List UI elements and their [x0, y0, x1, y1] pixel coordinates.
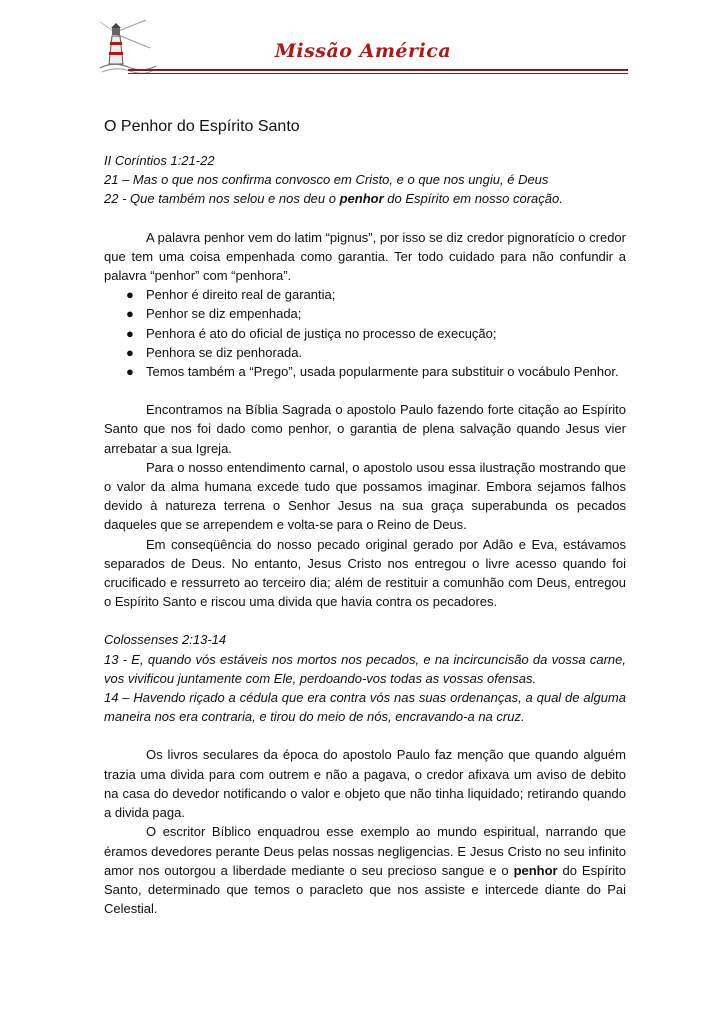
scripture-verse — [104, 189, 626, 208]
verse-text: 22 - Que também nos selou e nos deu o — [104, 191, 340, 207]
paragraph: Em conseqüência do nosso pecado original gerado por Adão e Eva, estávamos separados de Deus. No entanto, Jesus Cristo nos entregou o livre acesso quando foi crucificado e ressurreto ao terceiro dia; além de restituir a comunhão com Deus, entregou o Espírito Santo e riscou uma divida que havia contra os pecadores. — [104, 536, 626, 610]
text-emphasis: penhor — [513, 862, 558, 878]
document-body — [104, 116, 626, 918]
verse-emphasis: penhor — [339, 191, 384, 207]
list-item: ● Penhora é ato do oficial de justiça no processo de execução; — [146, 324, 626, 343]
paragraph: Encontramos na Bíblia Sagrada o apostolo Paulo fazendo forte citação ao Espírito Santo que nos foi dado como penhor, o garantia de plena salvação quando Jesus vier arrebatar a sua Igreja. — [104, 402, 626, 456]
bullet-icon: ● — [126, 287, 134, 303]
brand-title: Missão América — [274, 40, 452, 62]
list-item: ● Temos também a “Prego”, usada popularmente para substituir o vocábulo Penhor. — [146, 362, 626, 381]
bullet-icon: ● — [126, 325, 134, 341]
list-item: ● Penhor é direito real de garantia; — [146, 285, 626, 304]
paragraph: Para o nosso entendimento carnal, o apostolo usou essa ilustração mostrando que o valor da alma humana excede tudo que possamos imaginar. Embora sejamos falhos devido à natureza terrena o Senhor Jesus na sua graça superabunda os pecados daqueles que se arrependem e volta-se para o Reino de Deus. — [104, 459, 626, 533]
paragraph: Os livros seculares da época do apostolo Paulo faz menção que quando alguém trazia uma divida para com outrem e não a pagava, o credor afixava um aviso de debito na casa do devedor notificando o valor e objeto que não tinha liquidado; retirando quando a divida paga. — [104, 747, 626, 821]
bullet-icon: ● — [126, 364, 134, 380]
bullet-icon: ● — [126, 306, 134, 322]
header-rule — [128, 69, 628, 71]
scripture-verse: 14 – Havendo riçado a cédula que era contra vós nas suas ordenanças, a qual de alguma maneira nos era contraria, e tirou do meio de nós, encravando-a na cruz. — [104, 690, 626, 725]
bullet-icon: ● — [126, 344, 134, 360]
scripture-citation: Colossenses 2:13-14 — [104, 632, 227, 648]
list-item: ● Penhor se diz empenhada; — [146, 304, 626, 323]
scripture-citation: II Coríntios 1:21-22 — [104, 153, 215, 168]
bullet-list — [104, 285, 626, 381]
paragraph: O escritor Bíblico enquadrou esse exemplo ao mundo espiritual, narrando que éramos devedores perante Deus pelas nossas negligencias. E Jesus Cristo no seu infinito amor nos outorgou a liberdade mediante o seu precioso sangue e o penhor do Espírito Santo, determinado que temos o paracleto que nos assiste e intercede diante do Pai Celestial. — [104, 824, 626, 917]
paragraph: A palavra penhor vem do latim “pignus”, por isso se diz credor pignoratício o credor que tem uma coisa empenhada como garantia. Ter todo cuidado para não confundir a palavra “penhor” com “penhora”. — [104, 229, 626, 284]
list-item: ● Penhora se diz penhorada. — [146, 343, 626, 362]
scripture-verse: 21 – Mas o que nos confirma convosco em Cristo, e o que nos ungiu, é Deus — [104, 172, 549, 188]
page-title: O Penhor do Espírito Santo — [104, 118, 300, 135]
page-header — [98, 18, 628, 80]
verse-text: do Espírito em nosso coração. — [383, 191, 563, 207]
scripture-verse: 13 - E, quando vós estáveis nos mortos nos pecados, e na incircuncisão da vossa carne, vos vivificou juntamente com Ele, perdoando-vos todas as vossas ofensas. — [104, 651, 626, 686]
header-rule-thin — [128, 73, 628, 74]
